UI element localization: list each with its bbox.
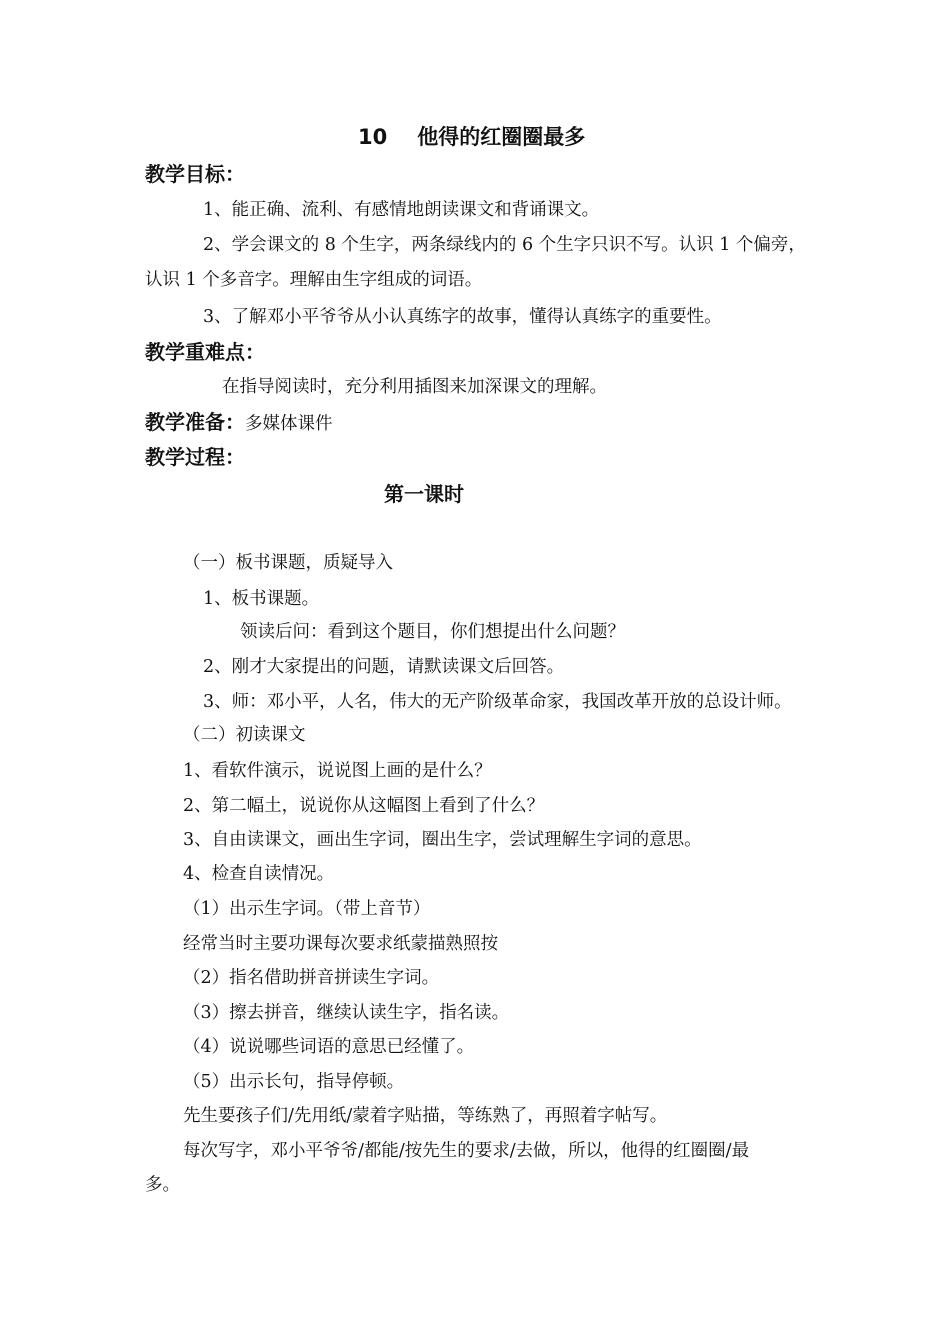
preparation-heading: 教学准备： [145, 410, 245, 434]
goal-2-line-1: 2、学会课文的 8 个生字，两条绿线内的 6 个生字只识不写。认识 1 个偏旁， [203, 235, 806, 255]
preparation-line [145, 410, 333, 436]
step-4: （4）说说哪些词语的意思已经懂了。 [183, 1037, 475, 1057]
section-1-heading: （一）板书课题，质疑导入 [183, 553, 393, 573]
goal-2-line-2: 认识 1 个多音字。理解由生字组成的词语。 [145, 270, 483, 290]
long-sentence-1: 先生要孩子们/先用纸/蒙着字贴描，等练熟了，再照着字帖写。 [183, 1106, 668, 1126]
lesson-number: 10 [358, 125, 388, 149]
section-1-item-1-detail: 领读后问：看到这个题目，你们想提出什么问题？ [240, 622, 625, 642]
vocabulary-words: 经常当时主要功课每次要求纸蒙描熟照按 [183, 934, 498, 954]
process-heading: 教学过程： [145, 445, 245, 469]
section-1-item-3: 3、师：邓小平，人名，伟大的无产阶级革命家，我国改革开放的总设计师。 [203, 692, 792, 712]
long-sentence-2-line-2: 多。 [145, 1175, 180, 1195]
page-title [358, 125, 585, 149]
key-points-text: 在指导阅读时，充分利用插图来加深课文的理解。 [222, 377, 607, 397]
section-2-item-2: 2、第二幅土，说说你从这幅图上看到了什么？ [183, 796, 545, 816]
section-2-heading: （二）初读课文 [183, 725, 306, 745]
lesson-title-text: 他得的红圈圈最多 [417, 125, 586, 149]
long-sentence-2-line-1: 每次写字，邓小平爷爷/都能/按先生的要求/去做，所以，他得的红圈圈/最 [183, 1141, 750, 1161]
step-3: （3）擦去拼音，继续认读生字，指名读。 [183, 1003, 510, 1023]
goals-heading: 教学目标： [145, 162, 245, 186]
step-1: （1）出示生字词。（带上音节） [183, 899, 431, 919]
step-2: （2）指名借助拼音拼读生字词。 [183, 968, 440, 988]
section-1-item-1: 1、板书课题。 [203, 589, 320, 609]
lesson-title: 第一课时 [384, 482, 464, 506]
section-1-item-2: 2、刚才大家提出的问题，请默读课文后回答。 [203, 657, 565, 677]
section-2-item-3: 3、自由读课文，画出生字词，圈出生字，尝试理解生字词的意思。 [183, 830, 702, 850]
goal-1: 1、能正确、流利、有感情地朗读课文和背诵课文。 [203, 200, 600, 220]
key-points-heading: 教学重难点： [145, 340, 265, 364]
goal-3: 3、了解邓小平爷爷从小认真练字的故事，懂得认真练字的重要性。 [203, 307, 722, 327]
step-5: （5）出示长句，指导停顿。 [183, 1072, 405, 1092]
preparation-text: 多媒体课件 [245, 414, 333, 434]
section-2-item-4: 4、检查自读情况。 [183, 864, 335, 884]
section-2-item-1: 1、看软件演示，说说图上画的是什么？ [183, 761, 492, 781]
